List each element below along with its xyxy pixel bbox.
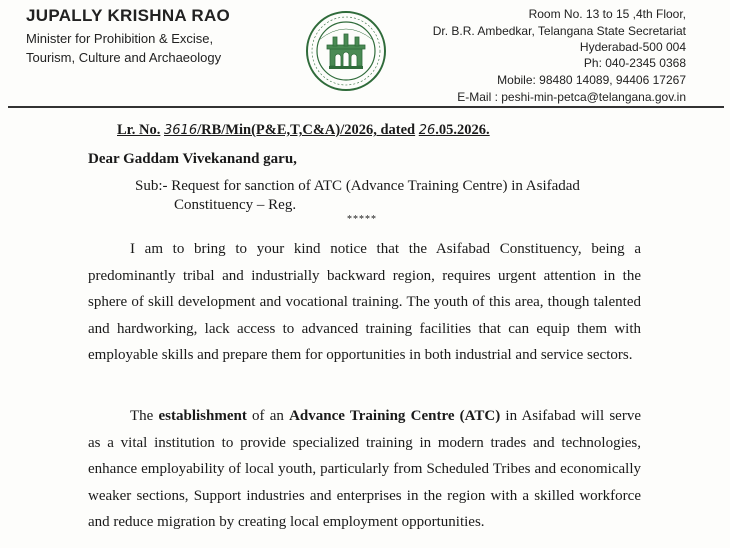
designation-line-1: Minister for Prohibition & Excise,: [26, 31, 214, 46]
body-paragraph-2: [88, 403, 641, 536]
p2-text-3: in Asifabad will serve as a vital institution to provide specialized training in modern trades and technologies, enhance employability of local youth, particularly from Scheduled Tribes and economically weaker sections, Support industries and enterprises in the region with a skilled workforce and reduce migration by creating local employment opportunities.: [88, 408, 641, 530]
email-address: E-Mail : peshi-min-petca@telangana.gov.in: [457, 90, 686, 104]
p2-text-1: The: [130, 408, 159, 424]
address-line-1: Room No. 13 to 15 ,4th Floor,: [528, 7, 686, 21]
ref-date-rest: .05.2026.: [435, 122, 490, 138]
body-paragraph-1: I am to bring to your kind notice that the Asifabad Constituency, being a predominantly tribal and industrially backward region, requires urgent attention in the sphere of skill development and vocational training. The youth of this area, though talented and hardworking, lack access to advanced training facilities that can equip them with employable skills and prepare them for opportunities in both industrial and service sectors.: [88, 241, 641, 363]
mobile-numbers: Mobile: 98480 14089, 94406 17267: [497, 73, 686, 87]
letter-reference: [117, 122, 490, 139]
sender-name: JUPALLY KRISHNA RAO: [26, 6, 231, 25]
ref-date-day: 26: [418, 123, 436, 138]
subject-line-2: Constituency – Reg.: [174, 197, 297, 213]
salutation: Dear Gaddam Vivekanand garu,: [88, 151, 297, 167]
p2-bold-establishment: establishment: [158, 408, 247, 424]
state-emblem-icon: [305, 10, 387, 92]
p2-bold-atc: Advance Training Centre (ATC): [289, 408, 501, 424]
ref-prefix: Lr. No.: [117, 122, 161, 138]
phone-number: Ph: 040-2345 0368: [583, 56, 686, 70]
address-line-2: Dr. B.R. Ambedkar, Telangana State Secretariat: [432, 24, 686, 38]
header-divider: [8, 106, 724, 108]
ref-middle: /RB/Min(P&E,T,C&A)/2026, dated: [197, 122, 416, 138]
designation-line-2: Tourism, Culture and Archaeology: [26, 50, 222, 65]
separator: *****: [347, 214, 377, 225]
ref-number: 3616: [164, 123, 198, 138]
p2-text-2: of an: [246, 408, 290, 424]
subject-line-1: Sub:- Request for sanction of ATC (Advance Training Centre) in Asifadad: [135, 178, 580, 194]
address-line-3: Hyderabad-500 004: [579, 40, 686, 54]
